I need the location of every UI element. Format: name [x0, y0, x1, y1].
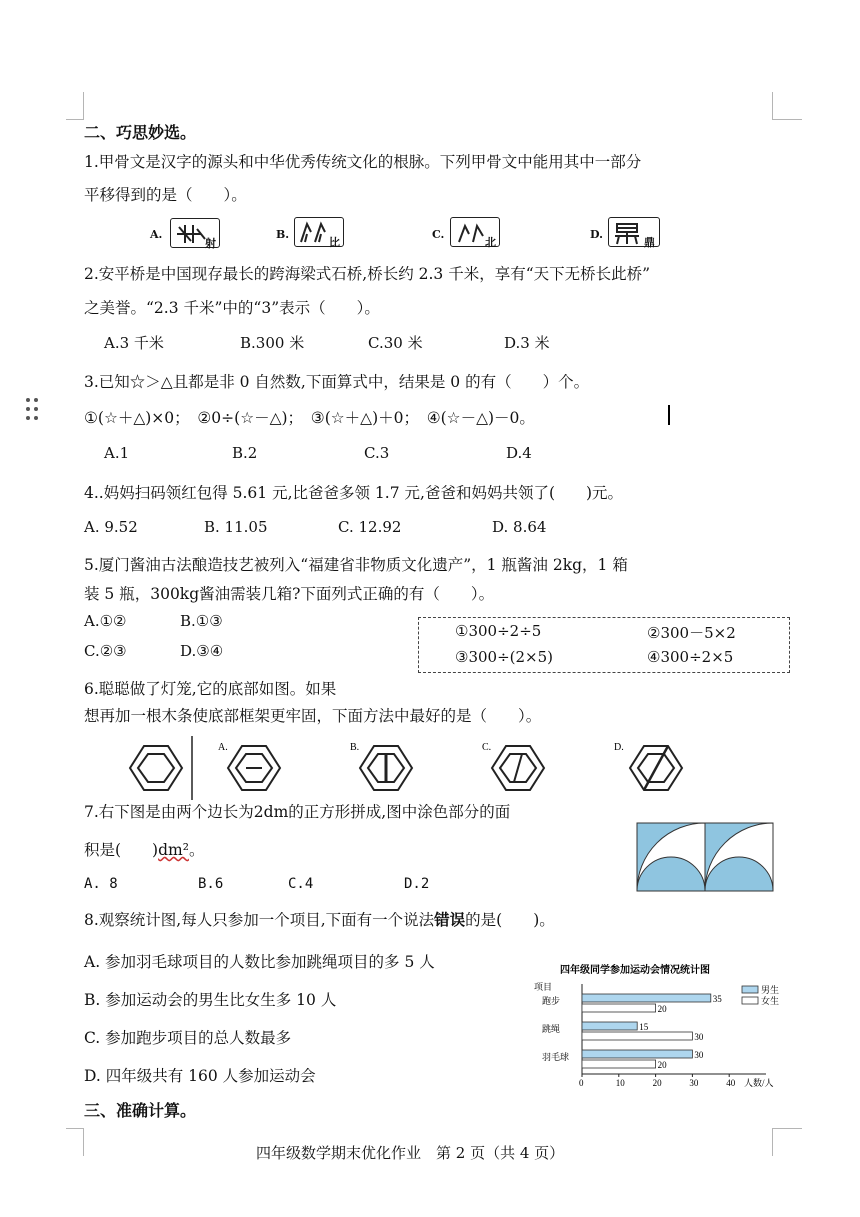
glyph-caption: 鼎 [644, 236, 655, 249]
option-b: B. 参加运动会的男生比女生多 10 人 [84, 991, 337, 1009]
bar-value-label: 35 [712, 994, 722, 1004]
expressions-box [418, 617, 790, 673]
question-5-text: 5.厦门酱油古法酿造技艺被列入“福建省非物质文化遗产”，1 瓶酱油 2kg，1 箱 [84, 556, 628, 574]
sports-bar-chart [530, 962, 800, 1092]
page-footer: 四年级数学期末优化作业 第 2 页（共 4 页） [256, 1144, 565, 1162]
option-a: A.3 千米 [104, 334, 164, 352]
option-d: D.3 米 [504, 334, 550, 352]
question-1-text: 平移得到的是（ ）。 [84, 186, 247, 204]
question-1-text: 1.甲骨文是汉字的源头和中华优秀传统文化的根脉。下列甲骨文中能用其中一部分 [84, 153, 642, 171]
option-d: D.4 [506, 444, 532, 462]
option-c: C.30 米 [368, 334, 423, 352]
x-tick-label: 10 [615, 1078, 625, 1088]
option-d: D. 8.64 [492, 518, 547, 536]
option-label: A. [150, 228, 163, 241]
page-corner-mark [66, 1128, 84, 1156]
oracle-bone-glyph-d [608, 217, 660, 247]
x-tick-label: 30 [689, 1078, 699, 1088]
bar-value-label: 30 [694, 1032, 704, 1042]
option-a: A.1 [104, 444, 130, 462]
option-c: C. 参加跑步项目的总人数最多 [84, 1029, 292, 1047]
option-d: D.③④ [180, 642, 224, 660]
area-unit: dm² [158, 841, 189, 859]
question-6-text: 6.聪聪做了灯笼,它的底部如图。如果 [84, 680, 337, 698]
option-c: C.②③ [84, 642, 127, 660]
glyph-caption: 射 [205, 237, 216, 250]
expression-2: ②300－5×2 [647, 624, 736, 642]
question-8-text-part: 的是( )。 [465, 911, 555, 929]
option-a: A.①② [84, 612, 127, 630]
bar [582, 1032, 692, 1040]
option-label: A. [218, 742, 228, 753]
bar [582, 994, 711, 1002]
drag-handle-icon[interactable] [26, 398, 40, 428]
option-a: A. 参加羽毛球项目的人数比参加跳绳项目的多 5 人 [84, 953, 435, 971]
legend-swatch [742, 997, 758, 1004]
question-3-expressions: ①(☆＋△)×0； ②0÷(☆－△)； ③(☆＋△)＋0； ④(☆－△)－0。 [84, 409, 535, 427]
question-8-text [84, 908, 555, 930]
bar-value-label: 30 [694, 1050, 704, 1060]
page-corner-mark [772, 1128, 802, 1156]
question-2-text: 之美誉。“2.3 千米”中的“3”表示（ ）。 [84, 299, 380, 317]
emphasis-word: 错误 [434, 910, 466, 929]
option-b: B.6 [198, 876, 224, 892]
option-b: B.①③ [180, 612, 223, 630]
option-label: B. [276, 228, 290, 241]
question-2-text: 2.安平桥是中国现存最长的跨海梁式石桥,桥长约 2.3 千米，享有“天下无桥长此桥” [84, 265, 651, 283]
y-axis-label: 项目 [534, 982, 553, 992]
bar-value-label: 15 [639, 1022, 649, 1032]
oracle-bone-glyph-b [294, 217, 344, 247]
option-b: B.300 米 [240, 334, 305, 352]
legend-label: 男生 [761, 985, 780, 995]
lantern-base-figures [120, 736, 700, 800]
bar [582, 1022, 637, 1030]
bar-value-label: 20 [657, 1060, 667, 1070]
bar [582, 1050, 692, 1058]
question-7-text-part: 积是( ) [84, 841, 159, 859]
question-7-text [84, 838, 204, 860]
x-axis-label: 人数/人 [744, 1078, 774, 1088]
section-heading: 二、巧思妙选。 [84, 123, 197, 142]
question-5-text: 装 5 瓶，300kg酱油需装几箱?下面列式正确的有（ ）。 [84, 585, 495, 603]
text-cursor [668, 405, 670, 425]
x-tick-label: 0 [579, 1078, 584, 1088]
option-b: B. 11.05 [204, 518, 268, 536]
expression-3: ③300÷(2×5) [455, 648, 554, 666]
option-c: C.4 [288, 876, 314, 892]
oracle-bone-glyph-c [450, 217, 500, 247]
legend-label: 女生 [761, 996, 780, 1006]
glyph-caption: 比 [329, 236, 340, 249]
bar-value-label: 20 [657, 1004, 667, 1014]
page-corner-mark [772, 92, 802, 120]
legend-swatch [742, 986, 758, 993]
question-3-text: 3.已知☆＞△且都是非 0 自然数,下面算式中，结果是 0 的有（ ）个。 [84, 373, 590, 391]
option-c: C.3 [364, 444, 390, 462]
option-label: D. [614, 742, 624, 753]
category-label: 跳绳 [542, 1024, 561, 1034]
category-label: 跑步 [542, 996, 561, 1006]
question-6-text: 想再加一根木条使底部框架更牢固，下面方法中最好的是（ ）。 [84, 707, 542, 725]
bar [582, 1004, 656, 1012]
question-7-text: 7.右下图是由两个边长为2dm的正方形拼成,图中涂色部分的面 [84, 803, 511, 821]
option-label: D. [590, 228, 603, 241]
category-label: 羽毛球 [542, 1052, 570, 1062]
option-a: A. 8 [84, 876, 118, 892]
question-7-text-part: 。 [188, 841, 205, 859]
option-d: D.2 [404, 876, 430, 892]
shaded-squares-figure [636, 822, 776, 894]
section-heading: 三、准确计算。 [84, 1101, 197, 1120]
question-4-text: 4..妈妈扫码领红包得 5.61 元,比爸爸多领 1.7 元,爸爸和妈妈共领了( )元。 [84, 484, 624, 502]
option-b: B.2 [232, 444, 258, 462]
option-label: C. [432, 228, 445, 241]
chart-title: 四年级同学参加运动会情况统计图 [560, 965, 710, 976]
option-label: B. [350, 742, 360, 753]
question-8-text-part: 8.观察统计图,每人只参加一个项目,下面有一个说法 [84, 911, 435, 929]
oracle-bone-glyph-a [170, 218, 220, 248]
option-a: A. 9.52 [84, 518, 138, 536]
expression-4: ④300÷2×5 [647, 648, 734, 666]
expression-1: ①300÷2÷5 [455, 622, 542, 640]
option-label: C. [482, 742, 492, 753]
option-c: C. 12.92 [338, 518, 402, 536]
x-tick-label: 20 [652, 1078, 662, 1088]
page-corner-mark [66, 92, 84, 120]
bar [582, 1060, 656, 1068]
option-d: D. 四年级共有 160 人参加运动会 [84, 1067, 316, 1085]
glyph-caption: 北 [485, 236, 496, 249]
x-tick-label: 40 [726, 1078, 736, 1088]
